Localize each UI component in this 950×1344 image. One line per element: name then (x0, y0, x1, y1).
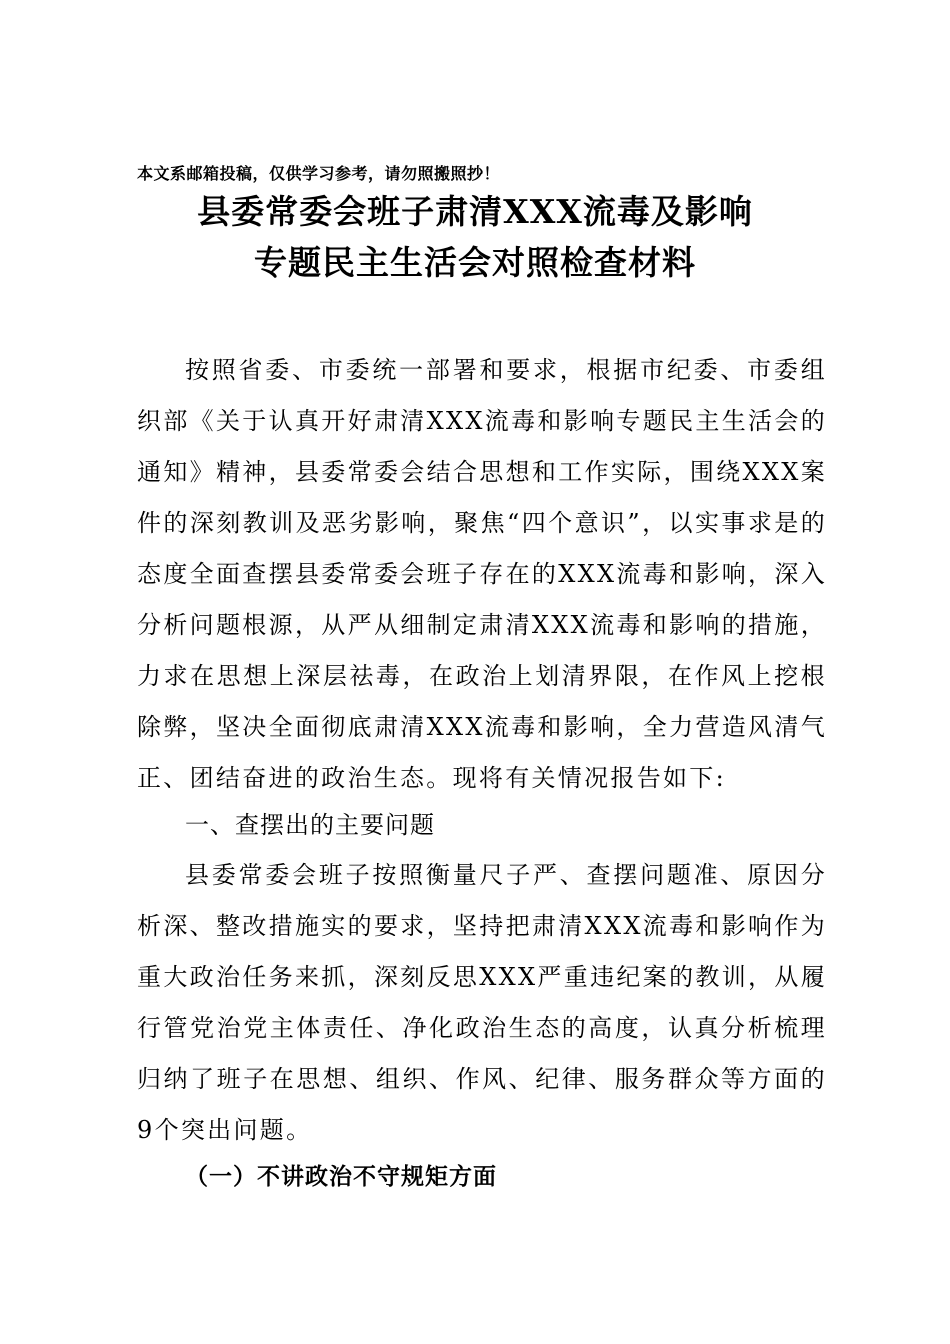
problems-summary-paragraph: 县委常委会班子按照衡量尺子严、查摆问题准、原因分析深、整改措施实的要求，坚持把肃清XXX流毒和影响作为重大政治任务来抓，深刻反思XXX严重违纪案的教训，从履行管党治党主体责任、净化政治生态的高度，认真分析梳理归纳了班子在思想、组织、作风、纪律、服务群众等方面的9个突出问题。 (137, 861, 827, 1144)
document-title-line-1: 县委常委会班子肃清XXX流毒及影响 (197, 192, 753, 231)
subsection-heading-politics-rules: （一）不讲政治不守规矩方面 (185, 1164, 497, 1190)
submission-notice: 本文系邮箱投稿，仅供学习参考，请勿照搬照抄！ (137, 164, 501, 183)
section-heading-main-problems: 一、查摆出的主要问题 (185, 811, 435, 839)
document-title-line-2: 专题民主生活会对照检查材料 (254, 243, 696, 282)
intro-paragraph: 按照省委、市委统一部署和要求，根据市纪委、市委组织部《关于认真开好肃清XXX流毒和影响专题民主生活会的通知》精神，县委常委会结合思想和工作实际，围绕XXX案件的深刻教训及恶劣影响，聚焦“四个意识”，以实事求是的态度全面查摆县委常委会班子存在的XXX流毒和影响，深入分析问题根源，从严从细制定肃清XXX流毒和影响的措施，力求在思想上深层祛毒，在政治上划清界限，在作风上挖根除弊，坚决全面彻底肃清XXX流毒和影响，全力营造风清气正、团结奋进的政治生态。现将有关情况报告如下: (137, 356, 827, 792)
